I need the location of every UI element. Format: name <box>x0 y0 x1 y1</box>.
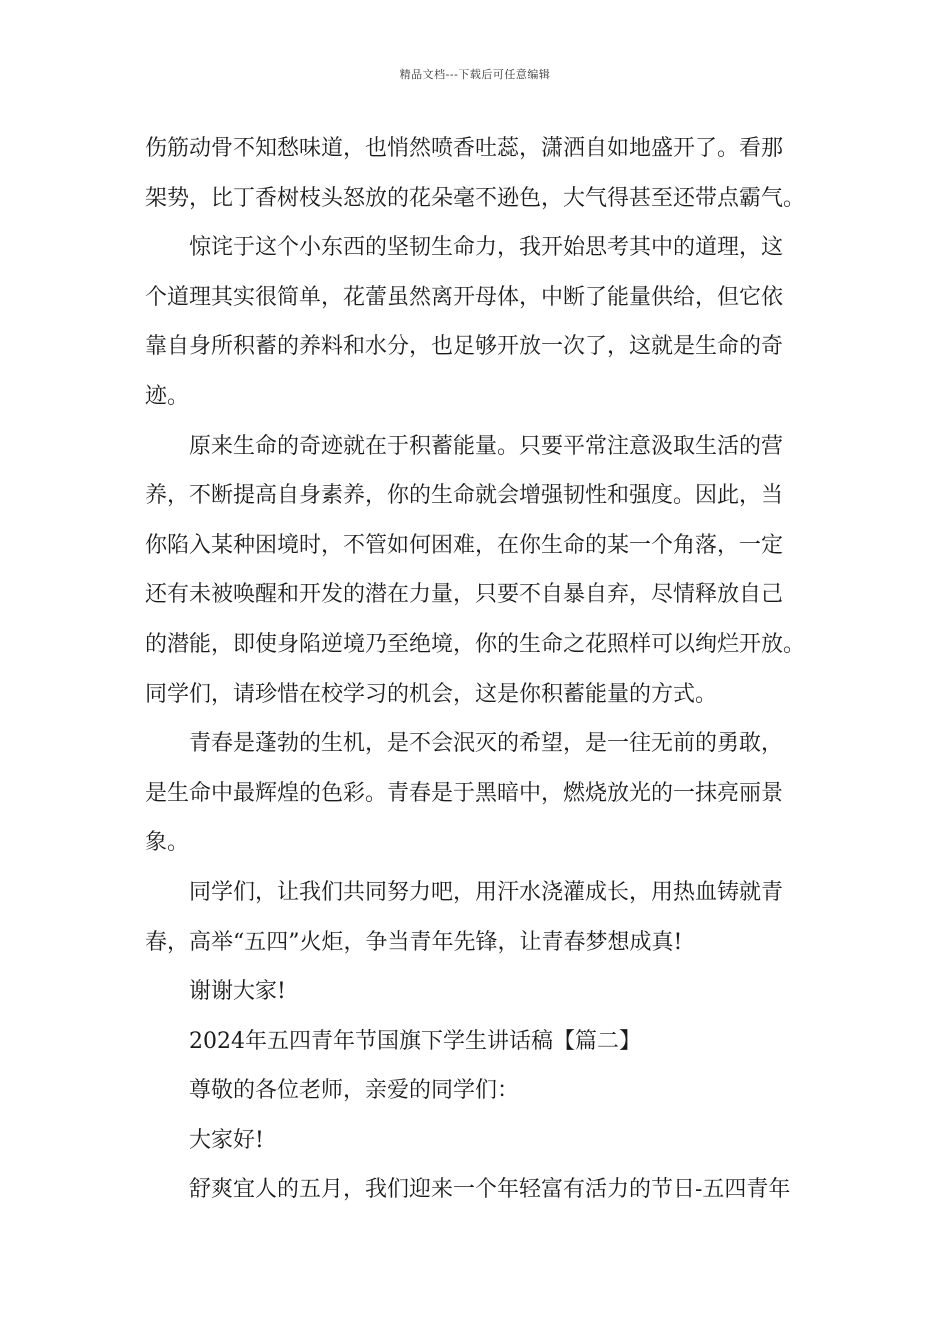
text-line: 你陷入某种困境时，不管如何困难，在你生命的某一个角落，一定 <box>145 532 784 558</box>
text-line: 谢谢大家! <box>189 979 286 1005</box>
text-line: 的潜能，即使身陷逆境乃至绝境，你的生命之花照样可以绚烂开放。 <box>145 631 806 657</box>
text-line: 2024年五四青年节国旗下学生讲话稿【篇二】 <box>189 1028 641 1054</box>
text-line: 养，不断提高自身素养，你的生命就会增强韧性和强度。因此，当 <box>145 483 784 509</box>
text-line: 惊诧于这个小东西的坚韧生命力，我开始思考其中的道理，这 <box>189 235 784 261</box>
text-line: 象。 <box>145 830 190 856</box>
document-body <box>145 124 825 1215</box>
text-line: 还有未被唤醒和开发的潜在力量，只要不自暴自弃，尽情释放自己 <box>145 582 784 608</box>
text-line: 舒爽宜人的五月，我们迎来一个年轻富有活力的节日-五四青年 <box>189 1177 791 1203</box>
text-line: 靠自身所积蓄的养料和水分，也足够开放一次了，这就是生命的奇 <box>145 334 784 360</box>
text-line: 迹。 <box>145 383 190 409</box>
text-line: 架势，比丁香树枝头怒放的花朵毫不逊色，大气得甚至还带点霸气。 <box>145 185 806 211</box>
text-line: 春，高举“五四”火炬，争当青年先锋，让青春梦想成真! <box>145 929 683 955</box>
text-line: 青春是蓬勃的生机，是不会泯灭的希望，是一往无前的勇敢， <box>189 731 784 757</box>
text-line: 同学们，让我们共同努力吧，用汗水浇灌成长，用热血铸就青 <box>189 879 784 905</box>
page-header: 精品文档---下载后可任意编辑 <box>399 68 551 81</box>
text-line: 个道理其实很简单，花蕾虽然离开母体，中断了能量供给，但它依 <box>145 284 784 310</box>
text-line: 同学们，请珍惜在校学习的机会，这是你积蓄能量的方式。 <box>145 681 718 707</box>
text-line: 大家好! <box>189 1127 264 1153</box>
text-line: 是生命中最辉煌的色彩。青春是于黑暗中，燃烧放光的一抹亮丽景 <box>145 780 784 806</box>
text-line: 尊敬的各位老师，亲爱的同学们： <box>189 1078 520 1104</box>
text-line: 伤筋动骨不知愁味道，也悄然喷香吐蕊，潇洒自如地盛开了。看那 <box>145 136 784 161</box>
text-line: 原来生命的奇迹就在于积蓄能量。只要平常注意汲取生活的营 <box>189 433 784 459</box>
